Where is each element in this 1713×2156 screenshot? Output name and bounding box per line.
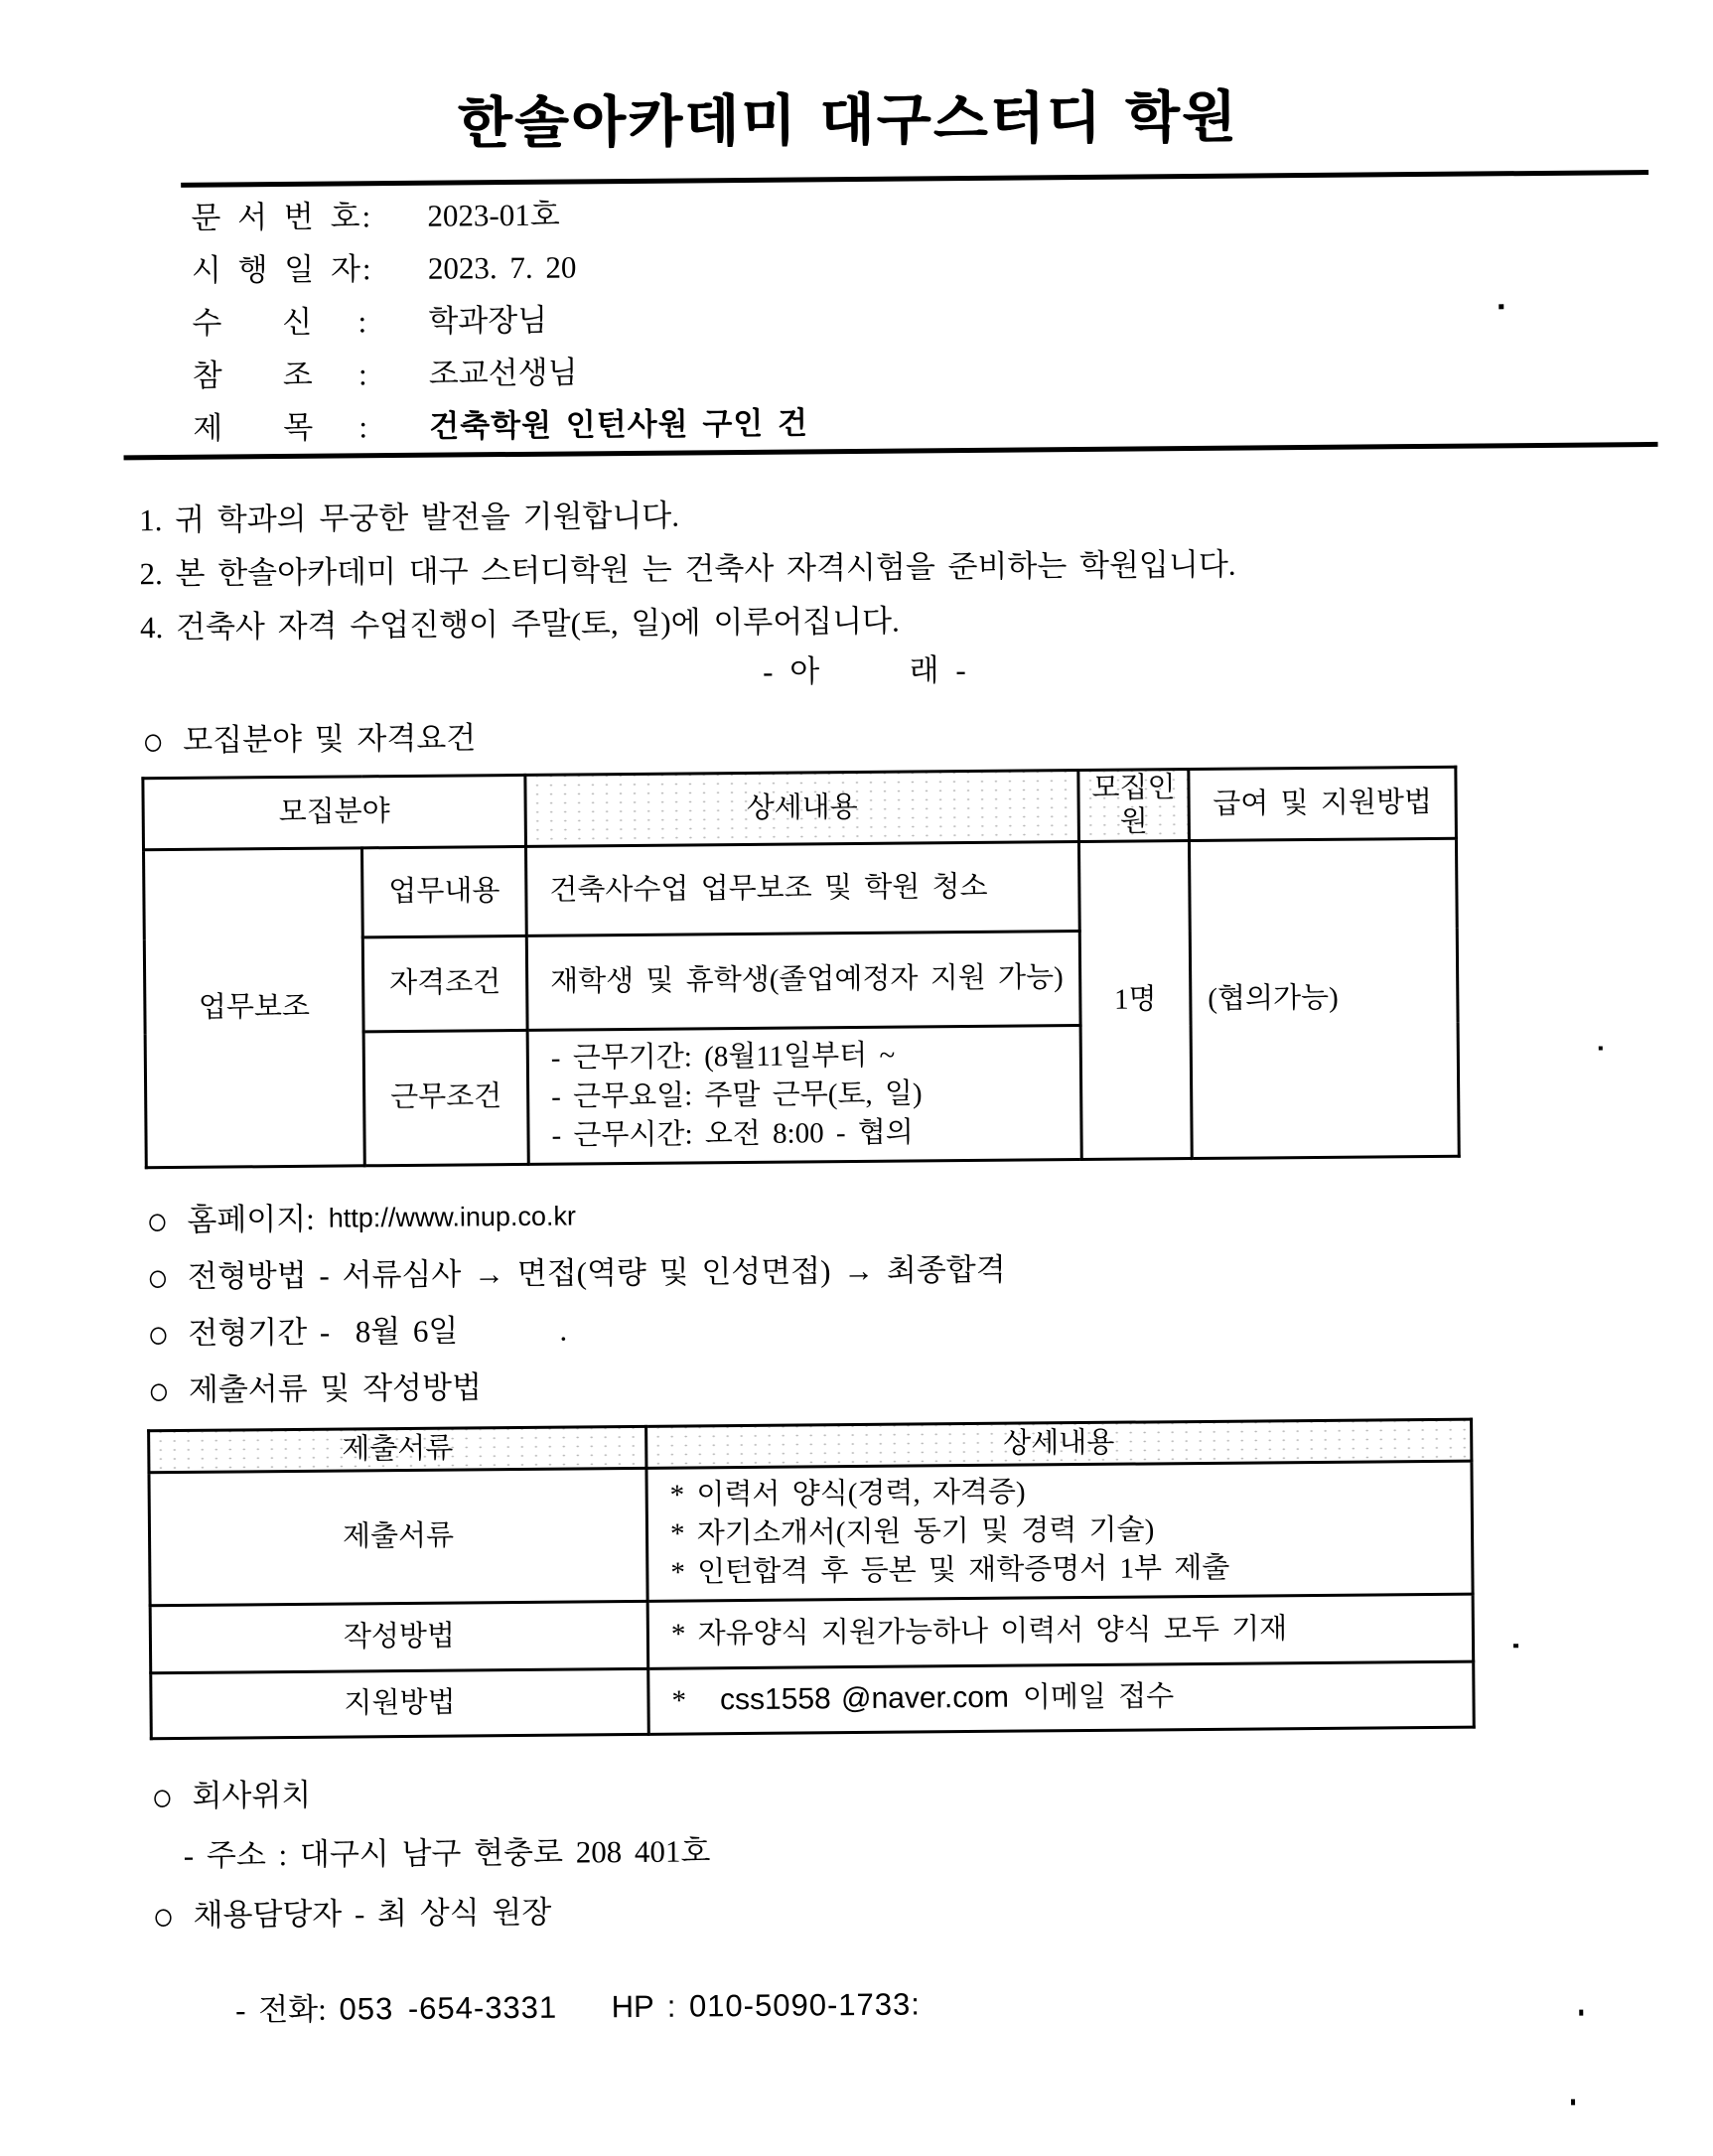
recruit-table-header-row [143, 767, 1457, 850]
scan-speck [1571, 2099, 1575, 2105]
cell-row-label: 지원방법 [151, 1668, 649, 1738]
meta-label: 참 조 : [192, 357, 369, 393]
cell-qualification-detail: 재학생 및 휴학생(졸업예정자 지원 가능) [526, 932, 1080, 1031]
header-pay-method: 급여 및 지원방법 [1189, 767, 1457, 840]
meta-value: 2023. 7. 20 [427, 249, 577, 286]
meta-value-subject: 건축학원 인턴사원 구인 건 [429, 405, 809, 444]
body-line-2: 2. 본 한솔아카데미 대구 스터디학원 는 건축사 자격시험을 준비하는 학원입니다. [139, 546, 1236, 592]
meta-value: 학과장님 [428, 302, 548, 339]
meta-label: 시 행 일 자: [191, 251, 373, 288]
meta-label: 수 신 : [192, 304, 369, 341]
submission-doc-line: * 자기소개서(지원 동기 및 경력 기술) [669, 1513, 1155, 1550]
below-marker: - 아 래 - [763, 652, 968, 689]
phone-label: - 전화: [235, 1991, 340, 2028]
circle-bullet-icon: ○ [147, 1368, 171, 1414]
header-headcount: 모집인원 [1078, 770, 1190, 842]
homepage-line [145, 1199, 577, 1244]
cell-row-label: 업무내용 [361, 846, 526, 936]
work-condition-line: - 근무기간: (8월11일부터 ~ [550, 1039, 896, 1075]
homepage-label: 홈페이지: [187, 1201, 315, 1237]
period-text: 전형기간 - 8월 6일 . [188, 1312, 568, 1351]
process-line [146, 1251, 1006, 1301]
phone-line [185, 1950, 922, 2063]
cell-pay: (협의가능) [1189, 838, 1459, 1158]
recruit-table [141, 766, 1460, 1170]
process-text: 전형방법 - 서류심사 → 면접(역량 및 인성면접) → 최종합격 [187, 1251, 1006, 1294]
address-line: - 주소 : 대구시 남구 현충로 208 401호 [183, 1833, 711, 1873]
cell-job-detail: 건축사수업 업무보조 및 학원 청소 [525, 842, 1079, 936]
circle-bullet-icon: ○ [146, 1255, 170, 1301]
table-row [151, 1661, 1475, 1739]
section-heading-text: 회사위치 [192, 1777, 312, 1813]
asterisk-mark: * [671, 1684, 687, 1717]
meta-row-cc [193, 353, 808, 410]
cell-writing-method: * 자유양식 지원가능하나 이력서 양식 모두 기재 [647, 1594, 1474, 1668]
application-email: css1558 @naver.com [719, 1680, 1010, 1717]
table-row [149, 1461, 1473, 1606]
submission-table [147, 1418, 1476, 1741]
section-heading-submission [147, 1368, 483, 1414]
cell-work-conditions [527, 1026, 1081, 1165]
meta-block [191, 195, 808, 463]
work-condition-line: - 근무요일: 주말 근무(토, 일) [551, 1077, 923, 1113]
section-heading-text: 제출서류 및 작성방법 [188, 1369, 483, 1407]
meta-value: 2023-01호 [427, 197, 560, 233]
meta-row-recipient [192, 300, 807, 358]
header-detail: 상세내용 [646, 1419, 1472, 1468]
header-detail: 상세내용 [525, 771, 1079, 847]
circle-bullet-icon: ○ [151, 1775, 174, 1820]
meta-label: 제 목 : [193, 409, 370, 446]
apply-method-suffix: 이메일 접수 [1022, 1680, 1175, 1714]
meta-row-doc-number [191, 195, 806, 252]
scan-speck [1499, 304, 1503, 309]
hp-label: HP : [557, 1988, 690, 2025]
recruiter-text: 채용담당자 - 최 상식 원장 [193, 1894, 552, 1933]
section-heading-recruit [141, 719, 477, 765]
section-heading-text: 모집분야 및 자격요건 [183, 720, 477, 758]
hp-number: 010-5090-1733: [688, 1986, 922, 2024]
cell-row-label: 자격조건 [362, 935, 527, 1031]
header-submission-docs: 제출서류 [149, 1426, 646, 1472]
table-row [144, 838, 1458, 939]
homepage-url: http://www.inup.co.kr [328, 1201, 577, 1233]
cell-row-label: 근무조건 [363, 1030, 528, 1165]
header-recruit-field: 모집분야 [143, 775, 526, 849]
circle-bullet-icon: ○ [146, 1199, 169, 1244]
recruiter-line [151, 1894, 552, 1940]
circle-bullet-icon: ○ [152, 1894, 175, 1940]
body-line-1: 1. 귀 학과의 무궁한 발전을 기원합니다. [138, 498, 680, 538]
table-row [150, 1594, 1474, 1673]
page-title: 한솔아카데미 대구스터디 학원 [457, 86, 1239, 156]
meta-value: 조교선생님 [428, 355, 578, 391]
scan-speck [1579, 2010, 1583, 2016]
cell-submission-docs-detail [646, 1461, 1473, 1601]
scan-speck [1513, 1644, 1518, 1648]
scan-speck [1599, 1046, 1603, 1050]
cell-row-label: 작성방법 [150, 1601, 648, 1672]
body-line-3: 4. 건축사 자격 수업진행이 주말(토, 일)에 이루어집니다. [139, 603, 900, 646]
phone-number: 053 -654-3331 [339, 1989, 558, 2027]
circle-bullet-icon: ○ [147, 1312, 170, 1358]
submission-doc-line: * 인턴합격 후 등본 및 재학증명서 1부 제출 [670, 1551, 1230, 1589]
section-heading-location [150, 1775, 312, 1820]
cell-apply-method [648, 1661, 1475, 1734]
cell-headcount: 1명 [1078, 841, 1192, 1160]
submission-doc-line: * 이력서 양식(경력, 자격증) [669, 1476, 1026, 1511]
meta-row-date [192, 247, 807, 305]
cell-group-label: 업무보조 [144, 848, 365, 1168]
circle-bullet-icon: ○ [141, 719, 165, 765]
cell-row-label: 제출서류 [149, 1468, 647, 1605]
title-divider [181, 170, 1648, 188]
work-condition-line: - 근무시간: 오전 8:00 - 협의 [551, 1116, 914, 1152]
period-line [146, 1312, 568, 1358]
meta-label: 문 서 번 호: [191, 199, 373, 235]
